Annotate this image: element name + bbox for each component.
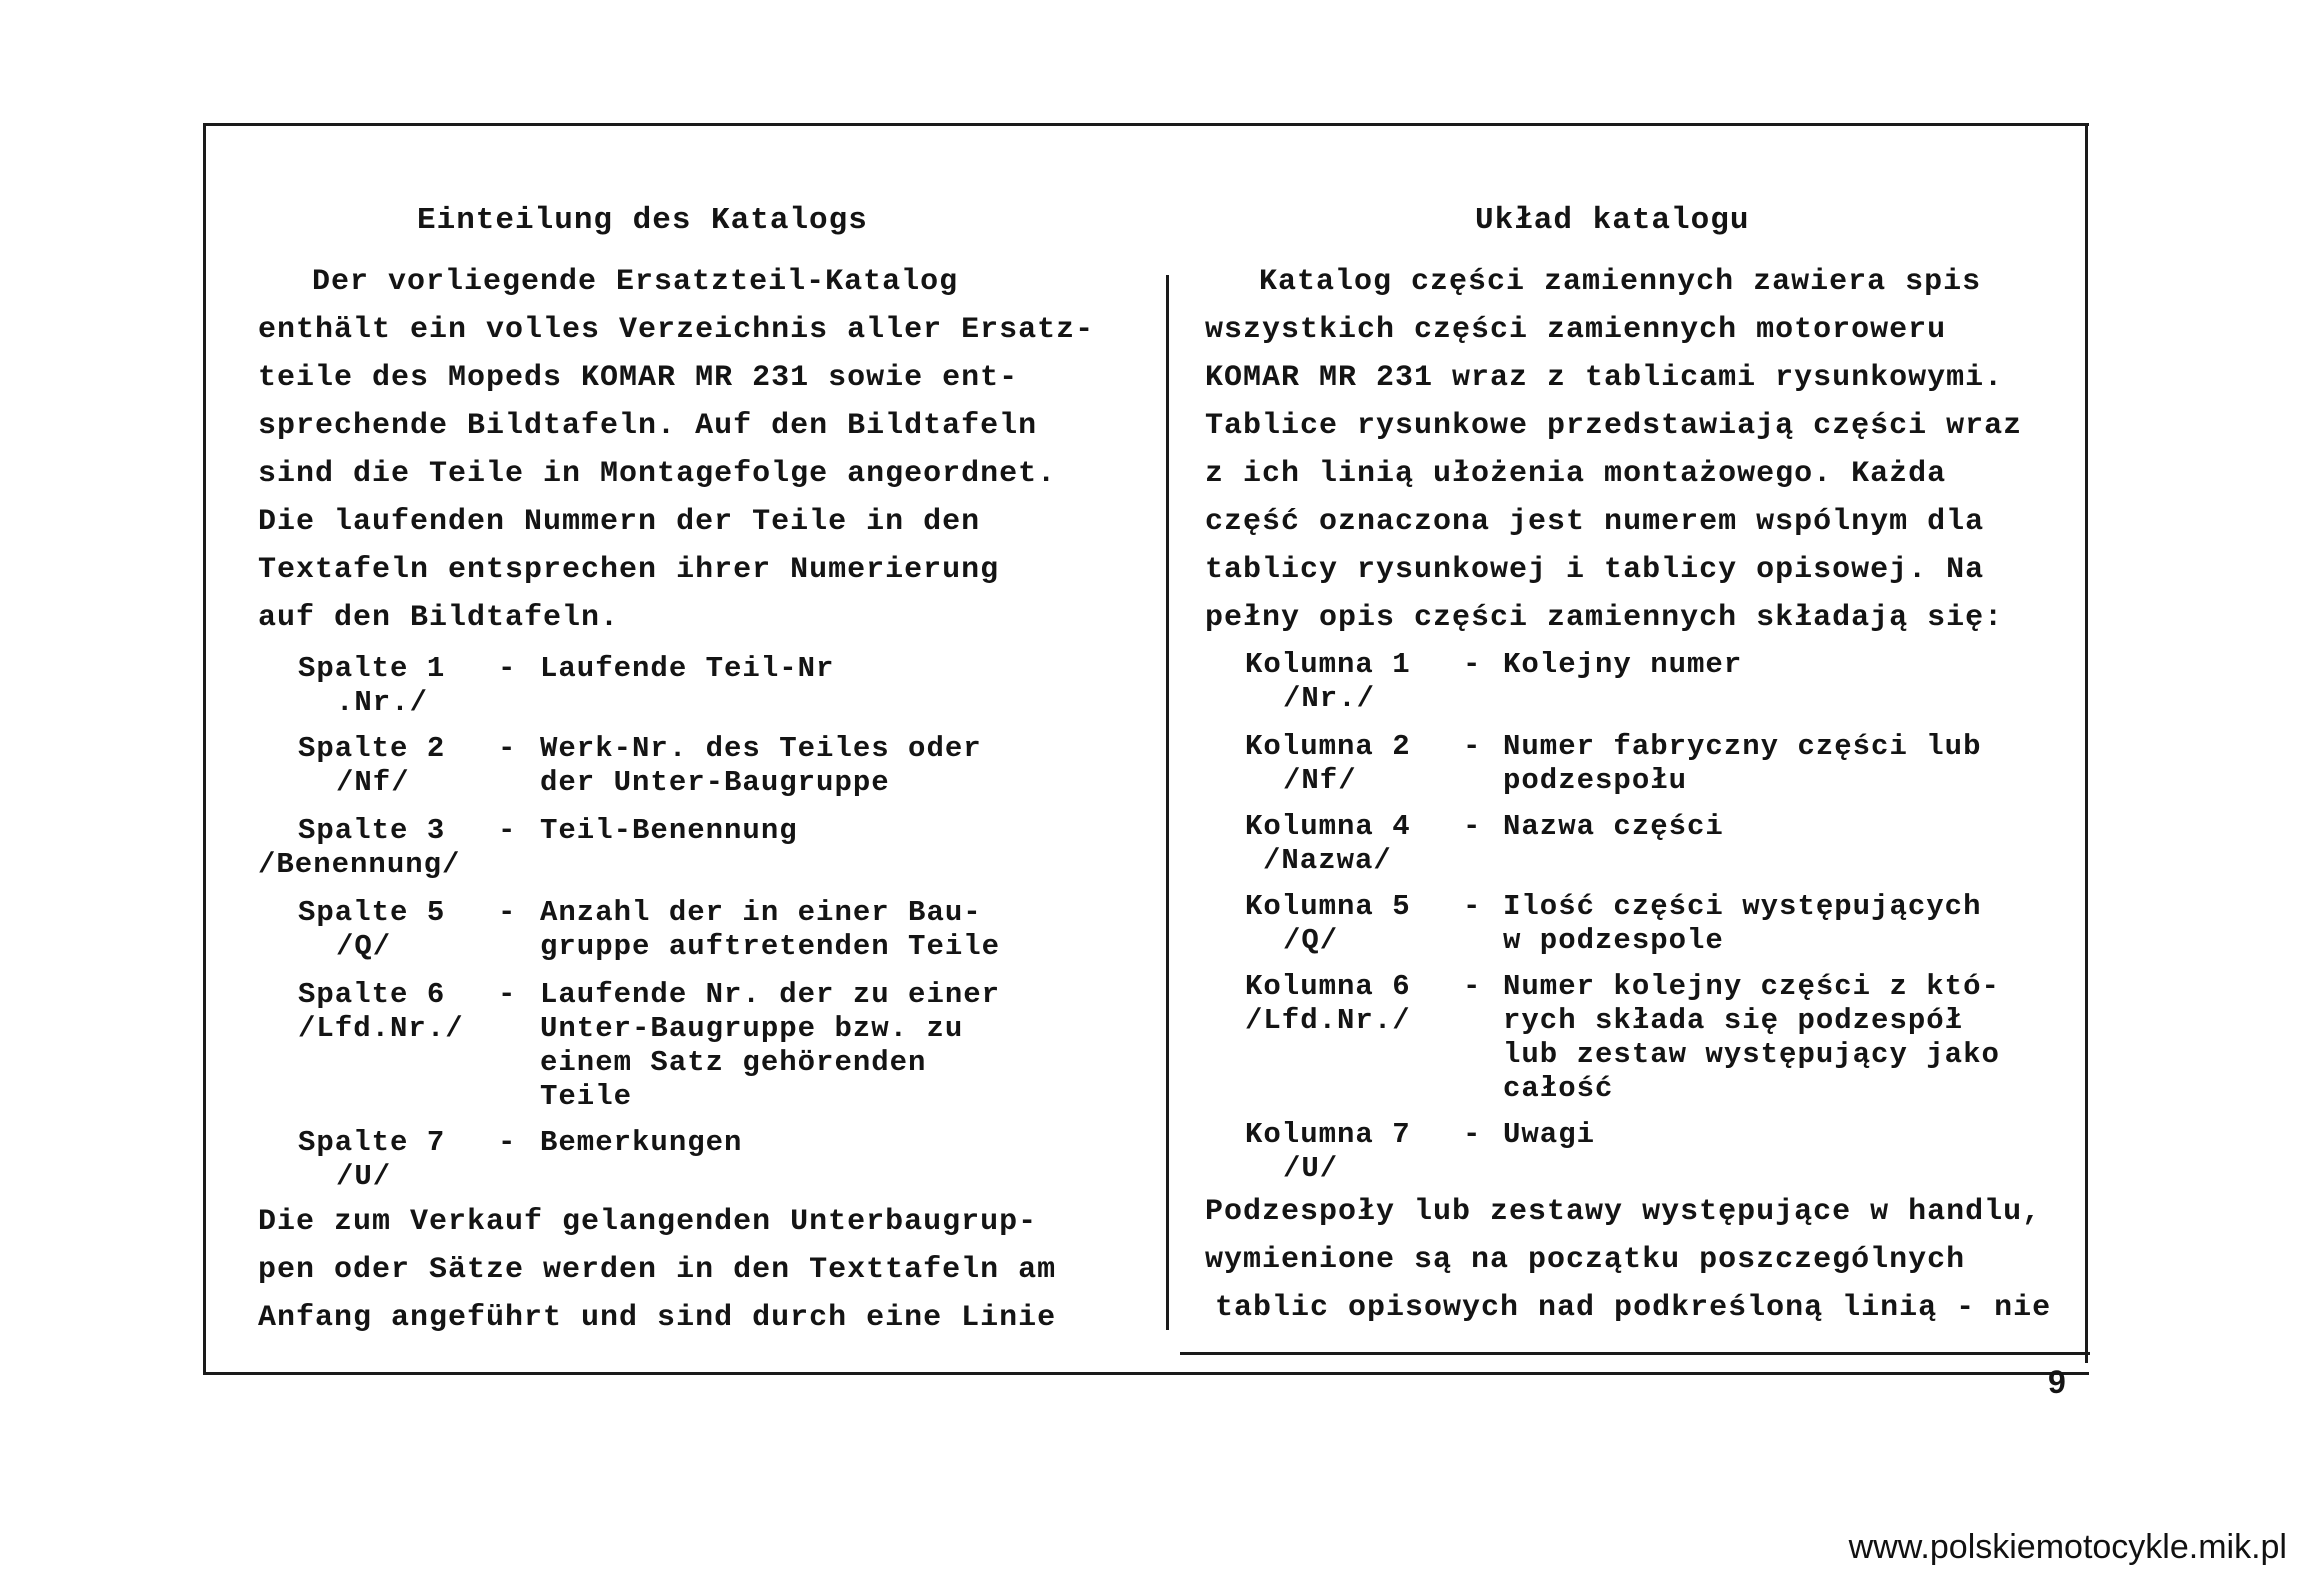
legend-label-code: /Q/ [336,930,392,963]
legend-dash: - [498,652,517,685]
left-intro-line: teile des Mopeds KOMAR MR 231 sowie ent- [258,361,1019,395]
right-intro-line: Tablice rysunkowe przedstawiają części wraz [1205,409,2023,443]
legend-label: Spalte 6 [298,978,446,1011]
right-intro-line: tablicy rysunkowej i tablicy opisowej. Na [1205,553,1985,587]
legend-desc: Teile [540,1080,633,1113]
legend-label: Kolumna 1 [1245,648,1411,681]
right-column-legend [1205,648,2085,1208]
left-intro-line: Textafeln entsprechen ihrer Numerierung [258,553,1000,587]
page-number: 9 [2048,1364,2066,1400]
right-outro-line: tablic opisowych nad podkreśloną linią - nie [1215,1291,2052,1325]
legend-label-code: /Benennung/ [258,848,461,881]
left-title: Einteilung des Katalogs [417,203,868,238]
legend-label-code: /Nf/ [1283,764,1357,797]
left-column-legend [258,652,1138,1212]
right-intro-line: część oznaczona jest numerem wspólnym dla [1205,505,1985,539]
frame-right-edge [2085,123,2088,1363]
column-divider [1166,275,1169,1330]
left-intro-line: enthält ein volles Verzeichnis aller Ersatz- [258,313,1095,347]
source-watermark: www.polskiemotocykle.mik.pl [1848,1528,2287,1566]
legend-label-code: /Nazwa/ [1263,844,1392,877]
legend-dash: - [498,732,517,765]
right-intro-line: pełny opis części zamiennych składają się: [1205,601,2004,635]
legend-dash: - [498,814,517,847]
legend-label-code: /U/ [1283,1152,1339,1185]
legend-dash: - [498,978,517,1011]
legend-label: Kolumna 5 [1245,890,1411,923]
legend-dash: - [1463,890,1482,923]
legend-label-code: .Nr./ [336,686,429,719]
legend-desc: Bemerkungen [540,1126,743,1159]
legend-dash: - [1463,1118,1482,1151]
legend-label: Spalte 5 [298,896,446,929]
legend-desc: Teil-Benennung [540,814,798,847]
legend-dash: - [1463,970,1482,1003]
legend-desc: całość [1503,1072,1614,1105]
left-outro-line: Anfang angeführt und sind durch eine Linie [258,1301,1057,1335]
legend-desc: Ilość części występujących [1503,890,1982,923]
bottom-rule [1180,1352,2090,1355]
legend-dash: - [1463,730,1482,763]
legend-desc: Anzahl der in einer Bau- [540,896,982,929]
legend-label: Spalte 2 [298,732,446,765]
left-intro-line: Der vorliegende Ersatzteil-Katalog [312,265,959,299]
legend-label: Kolumna 4 [1245,810,1411,843]
legend-desc: rych składa się podzespół [1503,1004,1964,1037]
legend-desc: Numer fabryczny części lub [1503,730,1982,763]
legend-desc: Kolejny numer [1503,648,1743,681]
legend-desc: Werk-Nr. des Teiles oder [540,732,982,765]
legend-dash: - [498,1126,517,1159]
legend-label-code: /Lfd.Nr./ [298,1012,464,1045]
legend-desc: Uwagi [1503,1118,1596,1151]
legend-desc: Laufende Teil-Nr [540,652,835,685]
right-outro-line: Podzespoły lub zestawy występujące w handlu, [1205,1195,2042,1229]
right-title: Układ katalogu [1475,203,1750,238]
left-intro-line: sprechende Bildtafeln. Auf den Bildtafeln [258,409,1038,443]
right-intro-line: KOMAR MR 231 wraz z tablicami rysunkowymi. [1205,361,2004,395]
legend-label: Spalte 1 [298,652,446,685]
legend-desc: w podzespole [1503,924,1724,957]
left-outro-line: Die zum Verkauf gelangenden Unterbaugrup- [258,1205,1038,1239]
legend-dash: - [1463,810,1482,843]
left-intro-line: Die laufenden Nummern der Teile in den [258,505,981,539]
legend-label: Kolumna 6 [1245,970,1411,1003]
legend-label: Spalte 7 [298,1126,446,1159]
legend-desc: podzespołu [1503,764,1688,797]
legend-desc: Unter-Baugruppe bzw. zu [540,1012,964,1045]
legend-label: Spalte 3 [298,814,446,847]
legend-label: Kolumna 7 [1245,1118,1411,1151]
legend-label-code: /Lfd.Nr./ [1245,1004,1411,1037]
legend-desc: einem Satz gehörenden [540,1046,927,1079]
right-intro-line: wszystkich części zamiennych motoroweru [1205,313,1947,347]
right-intro-line: z ich linią ułożenia montażowego. Każda [1205,457,1947,491]
left-intro-line: sind die Teile in Montagefolge angeordnet. [258,457,1057,491]
legend-label-code: /Nr./ [1283,682,1376,715]
legend-desc: Nazwa części [1503,810,1724,843]
left-outro-line: pen oder Sätze werden in den Texttafeln am [258,1253,1057,1287]
legend-dash: - [498,896,517,929]
legend-label-code: /U/ [336,1160,392,1193]
legend-dash: - [1463,648,1482,681]
legend-desc: der Unter-Baugruppe [540,766,890,799]
right-intro-line: Katalog części zamiennych zawiera spis [1259,265,1982,299]
legend-desc: Numer kolejny części z któ- [1503,970,2000,1003]
legend-desc: gruppe auftretenden Teile [540,930,1001,963]
legend-desc: lub zestaw występujący jako [1503,1038,2000,1071]
right-outro-line: wymienione są na początku poszczególnych [1205,1243,1966,1277]
left-intro-line: auf den Bildtafeln. [258,601,620,635]
legend-label-code: /Nf/ [336,766,410,799]
legend-desc: Laufende Nr. der zu einer [540,978,1001,1011]
legend-label-code: /Q/ [1283,924,1339,957]
legend-label: Kolumna 2 [1245,730,1411,763]
